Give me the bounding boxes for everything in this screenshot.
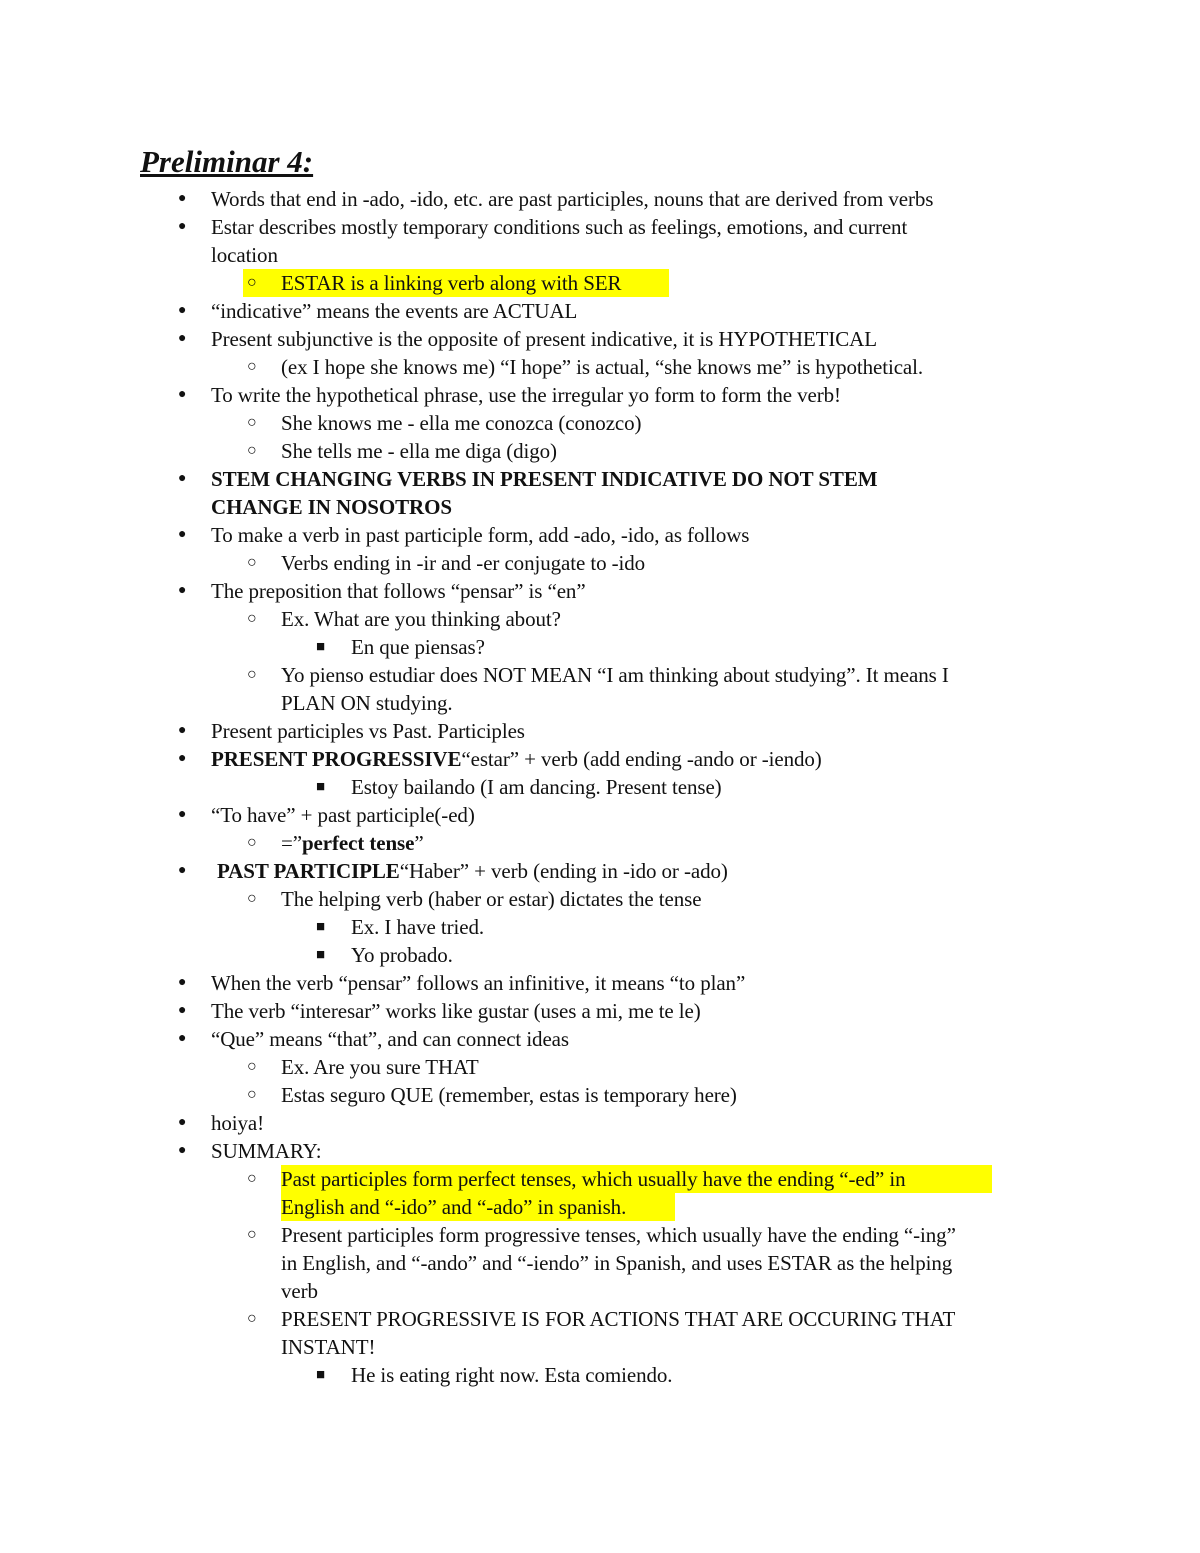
bullet-disc: ● (178, 975, 187, 990)
list-item: To make a verb in past participle form, add -ado, -ido, as follows (211, 523, 750, 547)
text-prefix: =” (281, 831, 302, 855)
bullet-circle: ○ (247, 1226, 257, 1243)
bullet-circle: ○ (247, 358, 257, 375)
bullet-disc: ● (178, 219, 187, 234)
list-item: Estoy bailando (I am dancing. Present tense) (351, 775, 722, 799)
bullet-disc: ● (178, 1143, 187, 1158)
list-item: Ex. Are you sure THAT (281, 1055, 479, 1079)
list-item: STEM CHANGING VERBS IN PRESENT INDICATIVE DO NOT STEM (211, 467, 878, 491)
bullet-disc: ● (178, 583, 187, 598)
list-item-continuation: verb (281, 1279, 318, 1303)
list-item: The verb “interesar” works like gustar (uses a mi, me te le) (211, 999, 701, 1023)
bullet-disc: ● (178, 1031, 187, 1046)
term-definition: “Haber” + verb (ending in -ido or -ado) (399, 859, 728, 883)
list-item: Present participles vs Past. Participles (211, 719, 525, 743)
list-item-continuation: location (211, 243, 278, 267)
list-item: Yo probado. (351, 943, 453, 967)
list-item: ESTAR is a linking verb along with SER (281, 271, 622, 295)
bullet-disc: ● (178, 303, 187, 318)
bullet-square: ■ (316, 639, 326, 655)
list-item: She tells me - ella me diga (digo) (281, 439, 557, 463)
list-item: To write the hypothetical phrase, use the irregular yo form to form the verb! (211, 383, 841, 407)
bullet-disc: ● (178, 807, 187, 822)
list-item: He is eating right now. Esta comiendo. (351, 1363, 673, 1387)
list-item: SUMMARY: (211, 1139, 322, 1163)
list-item: She knows me - ella me conozca (conozco) (281, 411, 642, 435)
list-item: “indicative” means the events are ACTUAL (211, 299, 578, 323)
list-item (211, 745, 822, 773)
list-item: Ex. What are you thinking about? (281, 607, 561, 631)
bullet-disc: ● (178, 331, 187, 346)
bullet-circle: ○ (247, 610, 257, 627)
page-title: Preliminar 4: (140, 144, 314, 179)
list-item: Estar describes mostly temporary conditions such as feelings, emotions, and current (211, 215, 908, 239)
list-item: En que piensas? (351, 635, 485, 659)
bullet-square: ■ (316, 919, 326, 935)
list-item-continuation: PLAN ON studying. (281, 691, 453, 715)
bullet-disc: ● (178, 191, 187, 206)
bullet-disc: ● (178, 387, 187, 402)
bullet-disc: ● (178, 527, 187, 542)
list-item-continuation: CHANGE IN NOSOTROS (211, 495, 452, 519)
list-item: Verbs ending in -ir and -er conjugate to -ido (281, 551, 646, 575)
bullet-circle: ○ (247, 274, 257, 291)
list-item: Estas seguro QUE (remember, estas is temporary here) (281, 1083, 737, 1107)
bullet-circle: ○ (247, 1058, 257, 1075)
list-item-continuation: in English, and “-ando” and “-iendo” in Spanish, and uses ESTAR as the helping (281, 1251, 953, 1275)
bullet-square: ■ (316, 779, 326, 795)
term-bold: perfect tense (301, 831, 415, 855)
list-item: Words that end in -ado, -ido, etc. are past participles, nouns that are derived from verbs (211, 187, 934, 211)
list-item (281, 829, 424, 857)
bullet-circle: ○ (247, 1310, 257, 1327)
list-item (217, 857, 728, 885)
list-item: hoiya! (211, 1111, 265, 1135)
list-item: Yo pienso estudiar does NOT MEAN “I am thinking about studying”. It means I (281, 663, 949, 687)
bullet-circle: ○ (247, 1086, 257, 1103)
list-item: Ex. I have tried. (351, 915, 484, 939)
list-item: (ex I hope she knows me) “I hope” is actual, “she knows me” is hypothetical. (281, 355, 924, 379)
list-item: When the verb “pensar” follows an infinitive, it means “to plan” (211, 971, 746, 995)
list-item: PRESENT PROGRESSIVE IS FOR ACTIONS THAT ARE OCCURING THAT (281, 1307, 956, 1331)
bullet-circle: ○ (247, 554, 257, 571)
bullet-disc: ● (178, 863, 187, 878)
bullet-circle: ○ (247, 666, 257, 683)
term-definition: “estar” + verb (add ending -ando or -iendo) (461, 747, 822, 771)
term-bold: PRESENT PROGRESSIVE (211, 747, 462, 771)
bullet-square: ■ (316, 1367, 326, 1383)
bullet-disc: ● (178, 1115, 187, 1130)
bullet-square: ■ (316, 947, 326, 963)
list-item: The preposition that follows “pensar” is “en” (211, 579, 586, 603)
bullet-disc: ● (178, 723, 187, 738)
list-item: “To have” + past participle(-ed) (211, 803, 475, 827)
bullet-circle: ○ (247, 890, 257, 907)
text-suffix: ” (414, 831, 424, 855)
list-item: Present participles form progressive tenses, which usually have the ending “-ing” (281, 1223, 956, 1247)
bullet-circle: ○ (247, 1170, 257, 1187)
bullet-disc: ● (178, 471, 187, 486)
bullet-circle: ○ (247, 414, 257, 431)
list-item: The helping verb (haber or estar) dictates the tense (281, 887, 702, 911)
list-item: Past participles form perfect tenses, which usually have the ending “-ed” in (281, 1167, 906, 1191)
list-item: “Que” means “that”, and can connect ideas (211, 1027, 569, 1051)
bullet-circle: ○ (247, 442, 257, 459)
bullet-circle: ○ (247, 834, 257, 851)
bullet-disc: ● (178, 1003, 187, 1018)
term-bold: PAST PARTICIPLE (217, 859, 400, 883)
list-item-continuation: INSTANT! (281, 1335, 376, 1359)
bullet-disc: ● (178, 751, 187, 766)
list-item: Present subjunctive is the opposite of present indicative, it is HYPOTHETICAL (211, 327, 877, 351)
list-item-continuation: English and “-ido” and “-ado” in spanish. (281, 1195, 627, 1219)
